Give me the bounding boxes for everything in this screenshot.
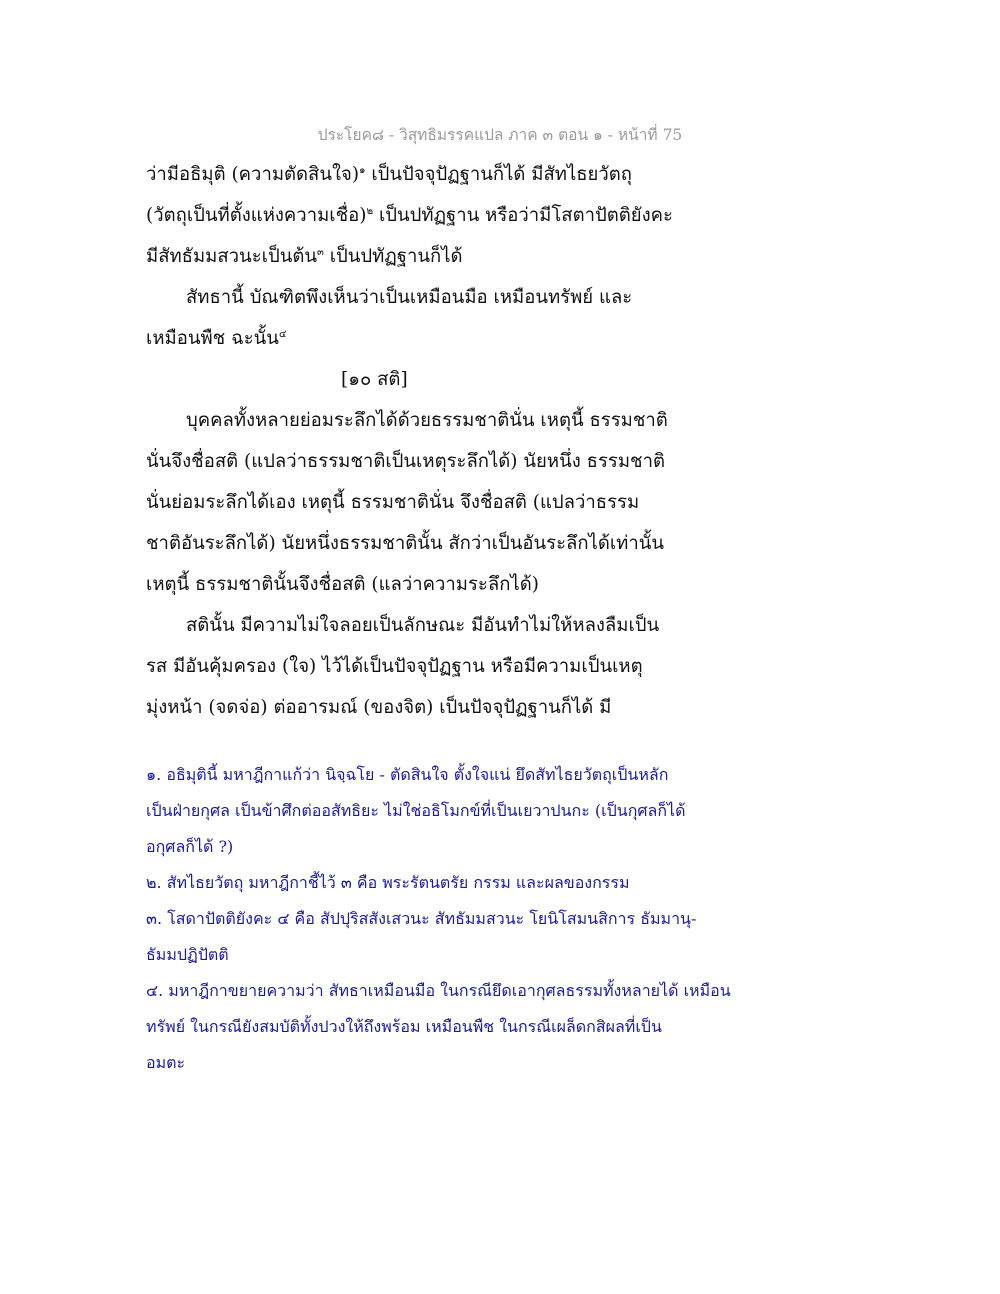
footnote-line: เป็นฝ่ายกุศล เป็นข้าศึกต่ออสัทธิยะ ไม่ใช่อธิโมกข์ที่เป็นเยวาปนกะ (เป็นกุศลก็ได้ <box>146 801 686 820</box>
paragraph-start: สัทธานี้ บัณฑิตพึงเห็นว่าเป็นเหมือนมือ เหมือนทรัพย์ และ <box>186 287 633 308</box>
paragraph-start: สตินั้น มีความไม่ใจลอยเป็นลักษณะ มีอันทำไม่ให้หลงลืมเป็น <box>186 615 660 636</box>
paragraph-start: บุคคลทั้งหลายย่อมระลึกได้ด้วยธรรมชาตินั่น เหตุนี้ ธรรมชาติ <box>186 410 668 431</box>
text-line: นั่นย่อมระลึกได้เอง เหตุนี้ ธรรมชาตินั่น จึงชื่อสติ (แปลว่าธรรม <box>146 492 640 513</box>
footnote-mark: ๑ <box>359 164 366 176</box>
text-line: ว่ามีอธิมุติ (ความตัดสินใจ)$^๑$ เป็นปัจจุปัฏฐานก็ได้ มีสัทไธยวัตถุ <box>146 164 632 185</box>
text-line: (วัตถุเป็นที่ตั้งแห่งความเชื่อ)$^๒$ เป็นปทัฏฐาน หรือว่ามีโสตาปัตติยังคะ <box>146 205 673 226</box>
text-line: เหมือนพืช ฉะนั้น$^๔$ <box>146 328 287 349</box>
section-heading: [๑๐ สติ] <box>341 369 408 390</box>
footnote-line: ทรัพย์ ในกรณียังสมบัติทั้งปวงให้ถึงพร้อม เหมือนพืช ในกรณีเผล็ดกสิผลที่เป็น <box>146 1017 662 1036</box>
footnote-mark: ๓ <box>317 246 324 258</box>
footnote-line: ธัมมปฏิปัตติ <box>146 945 229 964</box>
footnote-line: ๓. โสดาปัตติยังคะ ๔ คือ สัปปุริสสังเสวนะ สัทธัมมสวนะ โยนิโสมนสิการ ธัมมานุ- <box>146 909 697 928</box>
running-header: ประโยค๘ - วิสุทธิมรรคแปล ภาค ๓ ตอน ๑ - หน้าที่ 75 <box>317 126 683 144</box>
text-line: ชาติอันระลึกได้) นัยหนึ่งธรรมชาตินั้น สักว่าเป็นอันระลึกได้เท่านั้น <box>146 533 665 554</box>
footnote-mark: ๒ <box>366 205 374 217</box>
footnote-line: ๔. มหาฎีกาขยายความว่า สัทธาเหมือนมือ ในกรณียึดเอากุศลธรรมทั้งหลายได้ เหมือน <box>146 981 731 1000</box>
footnote-line: ๑. อธิมุตินี้ มหาฎีกาแก้ว่า นิจฺฉโย - ตัดสินใจ ตั้งใจแน่ ยึดสัทไธยวัตถุเป็นหลัก <box>146 765 669 784</box>
footnote-mark: ๔ <box>278 328 287 340</box>
text-line: รส มีอันคุ้มครอง (ใจ) ไว้ได้เป็นปัจจุปัฏฐาน หรือมีความเป็นเหตุ <box>146 656 643 677</box>
footnote-line: อกุศลก็ได้ ?) <box>146 837 234 856</box>
text-line: นั่นจึงชื่อสติ (แปลว่าธรรมชาติเป็นเหตุระลึกได้) นัยหนึ่ง ธรรมชาติ <box>146 451 665 472</box>
text-line: มุ่งหน้า (จดจ่อ) ต่ออารมณ์ (ของจิต) เป็นปัจจุปัฏฐานก็ได้ มี <box>146 697 612 718</box>
footnote-line: อมตะ <box>146 1053 186 1072</box>
text-line: มีสัทธัมมสวนะเป็นต้น$^๓$ เป็นปทัฏฐานก็ได้ <box>146 246 463 267</box>
text-line: เหตุนี้ ธรรมชาตินั้นจึงชื่อสติ (แลว่าความระลึกได้) <box>146 574 539 595</box>
footnote-line: ๒. สัทไธยวัตถุ มหาฎีกาชี้ไว้ ๓ คือ พระรัตนตรัย กรรม และผลของกรรม <box>146 873 630 892</box>
